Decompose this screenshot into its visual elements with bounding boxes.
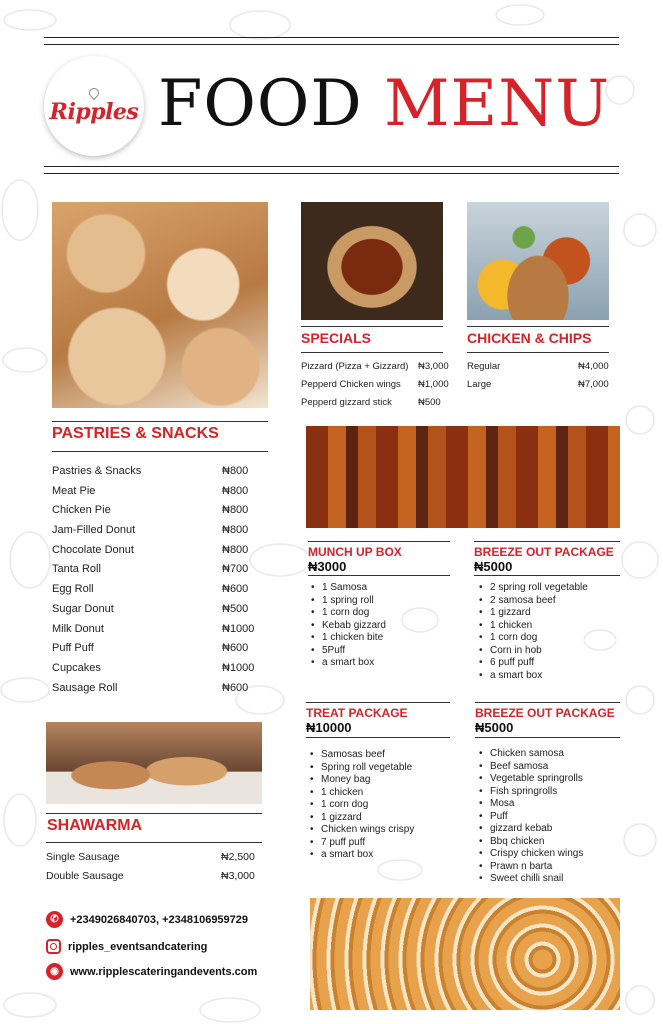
contact-phone <box>46 911 248 928</box>
menu-item-name: Tanta Roll <box>52 563 101 576</box>
menu-item-row <box>467 376 612 394</box>
package-item: • Kebab gizzard <box>308 620 386 633</box>
menu-item-price: ₦600 <box>222 642 249 655</box>
shawarma-list <box>46 848 258 886</box>
breeze-out-1-top-rule <box>474 541 620 542</box>
package-item: • 5Puff <box>308 645 386 658</box>
menu-item-row <box>52 521 262 541</box>
wings-platter-photo <box>306 426 620 528</box>
menu-item-row <box>52 679 262 699</box>
menu-item-row <box>46 867 258 886</box>
menu-item-price: ₦800 <box>222 524 249 537</box>
package-item: • 1 gizzard <box>476 607 588 620</box>
treat-items <box>307 749 414 862</box>
munch-up-bottom-rule <box>308 575 450 576</box>
package-item: • Money bag <box>307 774 414 787</box>
chicken-wings-photo <box>301 202 443 320</box>
menu-item-price: ₦600 <box>222 681 249 694</box>
package-item: • Chicken samosa <box>476 748 583 761</box>
package-item: • Spring roll vegetable <box>307 762 414 775</box>
menu-item-price: ₦3,000 <box>221 870 255 882</box>
chicken-chips-top-rule <box>467 326 609 327</box>
package-item: • 1 chicken <box>307 787 414 800</box>
menu-item-row <box>52 462 262 482</box>
package-item: • Beef samosa <box>476 761 583 774</box>
breeze-out-2-items <box>476 748 583 886</box>
website-url: www.ripplescateringandevents.com <box>70 965 258 978</box>
menu-item-name: Pepperd gizzard stick <box>301 396 392 408</box>
menu-item-row <box>52 541 262 561</box>
menu-item-row <box>52 580 262 600</box>
package-item: • a smart box <box>308 657 386 670</box>
logo-text: Ripples <box>49 98 139 125</box>
shawarma-bottom-rule <box>46 842 262 843</box>
package-item: • Crispy chicken wings <box>476 848 583 861</box>
package-item: • Bbq chicken <box>476 836 583 849</box>
menu-item-name: Single Sausage <box>46 851 120 863</box>
treat-top-rule <box>306 702 450 703</box>
phone-icon: ✆ <box>46 911 63 928</box>
package-item: • 1 chicken <box>476 620 588 633</box>
specials-bottom-rule <box>301 352 443 353</box>
menu-item-name: Double Sausage <box>46 870 124 882</box>
package-item: • Prawn n barta <box>476 861 583 874</box>
package-item: • 1 chicken bite <box>308 632 386 645</box>
package-item: • 1 Samosa <box>308 582 386 595</box>
menu-item-row <box>467 358 612 376</box>
package-item: • Vegetable springrolls <box>476 773 583 786</box>
page-title <box>158 64 610 144</box>
instagram-icon <box>46 939 61 954</box>
brand-logo <box>44 56 144 156</box>
menu-item-name: Chocolate Donut <box>52 543 134 556</box>
package-item: • 1 spring roll <box>308 595 386 608</box>
menu-item-price: ₦1,000 <box>418 378 449 390</box>
shawarma-top-rule <box>46 813 262 814</box>
menu-item-name: Meat Pie <box>52 484 96 497</box>
menu-item-row <box>52 659 262 679</box>
menu-item-price: ₦3,000 <box>418 361 449 372</box>
shawarma-photo <box>46 722 262 804</box>
menu-item-row <box>52 482 262 502</box>
donuts-photo <box>52 202 268 408</box>
pastries-list <box>52 462 262 698</box>
menu-item-name: Sugar Donut <box>52 602 114 615</box>
menu-item-price: ₦800 <box>222 484 249 497</box>
menu-item-price: ₦2,500 <box>221 851 255 863</box>
globe-icon: ◉ <box>46 963 63 980</box>
treat-bottom-rule <box>306 737 450 738</box>
chicken-chips-list <box>467 358 612 394</box>
breeze-out-1-price: ₦5000 <box>474 559 513 574</box>
package-item: • Mosa <box>476 798 583 811</box>
specials-heading: SPECIALS <box>301 330 372 346</box>
menu-item-name: Puff Puff <box>52 642 94 655</box>
header-top-rule <box>44 37 619 38</box>
menu-item-price: ₦1000 <box>222 622 255 635</box>
package-item: • 1 corn dog <box>308 607 386 620</box>
treat-price: ₦10000 <box>306 720 352 735</box>
chicken-chips-bottom-rule <box>467 352 609 353</box>
package-item: • 7 puff puff <box>307 837 414 850</box>
chicken-chips-heading: CHICKEN & CHIPS <box>467 330 592 346</box>
menu-item-name: Large <box>467 378 492 390</box>
phone-numbers: +2349026840703, +2348106959729 <box>70 913 249 926</box>
menu-item-name: Cupcakes <box>52 661 101 674</box>
breeze-out-1-bottom-rule <box>474 575 620 576</box>
logo-flame-icon <box>87 85 101 99</box>
package-item: • a smart box <box>476 670 588 683</box>
munch-up-items <box>308 582 386 670</box>
munch-up-price: ₦3000 <box>308 559 347 574</box>
breeze-out-2-bottom-rule <box>475 737 620 738</box>
header-bottom-rule <box>44 166 619 167</box>
breeze-out-2-heading: BREEZE OUT PACKAGE <box>475 706 615 720</box>
pastries-bottom-rule <box>52 451 268 452</box>
samosa-and-puff-photo <box>310 898 620 1010</box>
specials-top-rule <box>301 326 443 327</box>
specials-list <box>301 358 451 411</box>
menu-item-price: ₦1000 <box>222 661 255 674</box>
package-item: • 6 puff puff <box>476 657 588 670</box>
menu-item-row <box>52 639 262 659</box>
package-item: • 1 corn dog <box>307 799 414 812</box>
menu-item-row <box>46 848 258 867</box>
menu-item-name: Milk Donut <box>52 622 104 635</box>
chicken-and-chips-photo <box>467 202 609 320</box>
menu-item-name: Pastries & Snacks <box>52 465 142 477</box>
menu-item-row <box>301 376 451 394</box>
contact-instagram[interactable] <box>46 939 207 954</box>
menu-item-price: ₦800 <box>222 504 249 517</box>
menu-item-name: Regular <box>467 361 501 372</box>
treat-heading: TREAT PACKAGE <box>306 706 408 720</box>
menu-item-name: Egg Roll <box>52 583 94 596</box>
header-top-rule-2 <box>44 44 619 45</box>
menu-item-price: ₦800 <box>222 543 249 556</box>
package-item: • Puff <box>476 811 583 824</box>
package-item: • a smart box <box>307 849 414 862</box>
menu-item-row <box>52 620 262 640</box>
breeze-out-1-heading: BREEZE OUT PACKAGE <box>474 545 614 559</box>
breeze-out-1-items <box>476 582 588 682</box>
package-item: • Chicken wings crispy <box>307 824 414 837</box>
package-item: • Samosas beef <box>307 749 414 762</box>
package-item: • gizzard kebab <box>476 823 583 836</box>
breeze-out-2-top-rule <box>475 702 620 703</box>
menu-item-price: ₦500 <box>418 396 441 408</box>
menu-item-price: ₦7,000 <box>578 378 609 390</box>
title-word-food: FOOD <box>158 67 363 141</box>
contact-website[interactable] <box>46 963 257 980</box>
menu-item-name: Pizzard (Pizza + Gizzard) <box>301 361 409 372</box>
package-item: • 1 gizzard <box>307 812 414 825</box>
header-bottom-rule-2 <box>44 173 619 174</box>
munch-up-heading: MUNCH UP BOX <box>308 545 402 559</box>
menu-item-name: Sausage Roll <box>52 681 118 694</box>
breeze-out-2-price: ₦5000 <box>475 720 514 735</box>
package-item: • Fish springrolls <box>476 786 583 799</box>
menu-item-name: Chicken Pie <box>52 504 111 517</box>
menu-item-row <box>52 501 262 521</box>
package-item: • 2 samosa beef <box>476 595 588 608</box>
pastries-top-rule <box>52 421 268 422</box>
shawarma-heading: SHAWARMA <box>47 817 143 834</box>
instagram-handle: ripples_eventsandcatering <box>68 940 208 953</box>
menu-item-name: Pepperd Chicken wings <box>301 378 401 390</box>
menu-item-name: Jam-Filled Donut <box>52 524 136 537</box>
pastries-heading: PASTRIES & SNACKS <box>52 425 219 442</box>
menu-item-row <box>301 358 451 376</box>
title-word-menu: MENU <box>384 67 611 141</box>
package-item: • 1 corn dog <box>476 632 588 645</box>
menu-item-price: ₦700 <box>222 563 249 576</box>
menu-item-row <box>301 394 451 412</box>
package-item: • Sweet chilli snail <box>476 873 583 886</box>
menu-item-row <box>52 600 262 620</box>
munch-up-top-rule <box>308 541 450 542</box>
menu-item-price: ₦800 <box>222 465 249 477</box>
package-item: • Corn in hob <box>476 645 588 658</box>
menu-item-row <box>52 560 262 580</box>
menu-item-price: ₦4,000 <box>578 361 609 372</box>
menu-item-price: ₦500 <box>222 602 249 615</box>
package-item: • 2 spring roll vegetable <box>476 582 588 595</box>
menu-item-price: ₦600 <box>222 583 249 596</box>
